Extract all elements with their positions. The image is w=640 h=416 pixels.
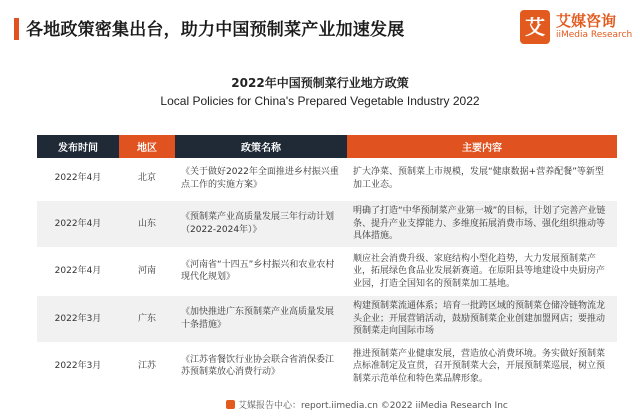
column-header-date: 发布时间 xyxy=(37,135,119,158)
document-title-en: Local Policies for China's Prepared Vegetable Industry 2022 xyxy=(160,94,480,108)
logo-text-cn: 艾媒咨询 xyxy=(556,12,617,30)
cell-region: 河南 xyxy=(119,248,175,296)
cell-region: 北京 xyxy=(119,158,175,200)
column-header-name: 政策名称 xyxy=(175,135,347,158)
cell-region: 山东 xyxy=(119,200,175,248)
table-row xyxy=(37,158,617,200)
cell-content: 明确了打造“中华预制菜产业第一城”的目标，计划了完善产业链条、提升产业支撑能力、多维度拓展消费市场、强化组织推动等具体措施。 xyxy=(347,200,617,248)
column-header-content: 主要内容 xyxy=(347,135,617,158)
cell-content: 顺应社会消费升级、家庭结构小型化趋势，大力发展预制菜产业，拓展绿色食品业发展新赛道。在原阳县等地建设中央厨房产业园，打造全国知名的预制菜加工基地。 xyxy=(347,248,617,296)
table-row xyxy=(37,295,617,343)
table-row xyxy=(37,200,617,248)
table-row xyxy=(37,343,617,391)
document-title-cn: 2022年中国预制菜行业地方政策 xyxy=(231,76,409,90)
cell-policy-name: 《预制菜产业高质量发展三年行动计划（2022-2024年）》 xyxy=(175,200,347,248)
cell-region: 江苏 xyxy=(119,343,175,391)
cell-content: 构建预制菜流通体系；培育一批跨区域的预制菜仓储冷链物流龙头企业；开展营销活动，鼓励预制菜企业创建加盟网店；要推动预制菜走向国际市场 xyxy=(347,295,617,343)
brand-logo xyxy=(520,8,632,50)
cell-policy-name: 《关于做好2022年全面推进乡村振兴重点工作的实施方案》 xyxy=(175,158,347,200)
cell-date: 2022年3月 xyxy=(37,343,119,391)
cell-policy-name: 《江苏省餐饮行业协会联合省消保委江苏预制菜放心消费行动》 xyxy=(175,343,347,391)
table-row xyxy=(37,248,617,296)
brand-mini-icon xyxy=(226,400,235,409)
cell-policy-name: 《河南省“十四五”乡村振兴和农业农村现代化规划》 xyxy=(175,248,347,296)
cell-date: 2022年3月 xyxy=(37,295,119,343)
logo-text-en: iiMedia Research xyxy=(556,30,633,40)
header-bar xyxy=(0,0,640,60)
column-header-region: 地区 xyxy=(119,135,175,158)
cell-policy-name: 《加快推进广东预制菜产业高质量发展十条措施》 xyxy=(175,295,347,343)
cell-content: 扩大净菜、预制菜上市规模，发展“健康数据+营养配餐”等新型加工业态。 xyxy=(347,158,617,200)
logo-icon: 艾 xyxy=(520,10,550,44)
cell-date: 2022年4月 xyxy=(37,158,119,200)
policy-table xyxy=(37,135,617,391)
cell-date: 2022年4月 xyxy=(37,248,119,296)
cell-region: 广东 xyxy=(119,295,175,343)
footer-text: 艾媒报告中心：report.iimedia.cn ©2022 iiMedia Research Inc xyxy=(238,401,508,411)
page-title: 各地政策密集出台，助力中国预制菜产业加速发展 xyxy=(26,20,405,40)
cell-date: 2022年4月 xyxy=(37,200,119,248)
table-header-row xyxy=(37,135,617,158)
title-accent-bar xyxy=(14,18,19,40)
cell-content: 推进预制菜产业健康发展，营造放心消费环境。务实做好预制菜点标准制定及宣贯，召开预制菜大会，开展预制菜巡展，树立预制菜示范单位和特色菜品牌形象。 xyxy=(347,343,617,391)
